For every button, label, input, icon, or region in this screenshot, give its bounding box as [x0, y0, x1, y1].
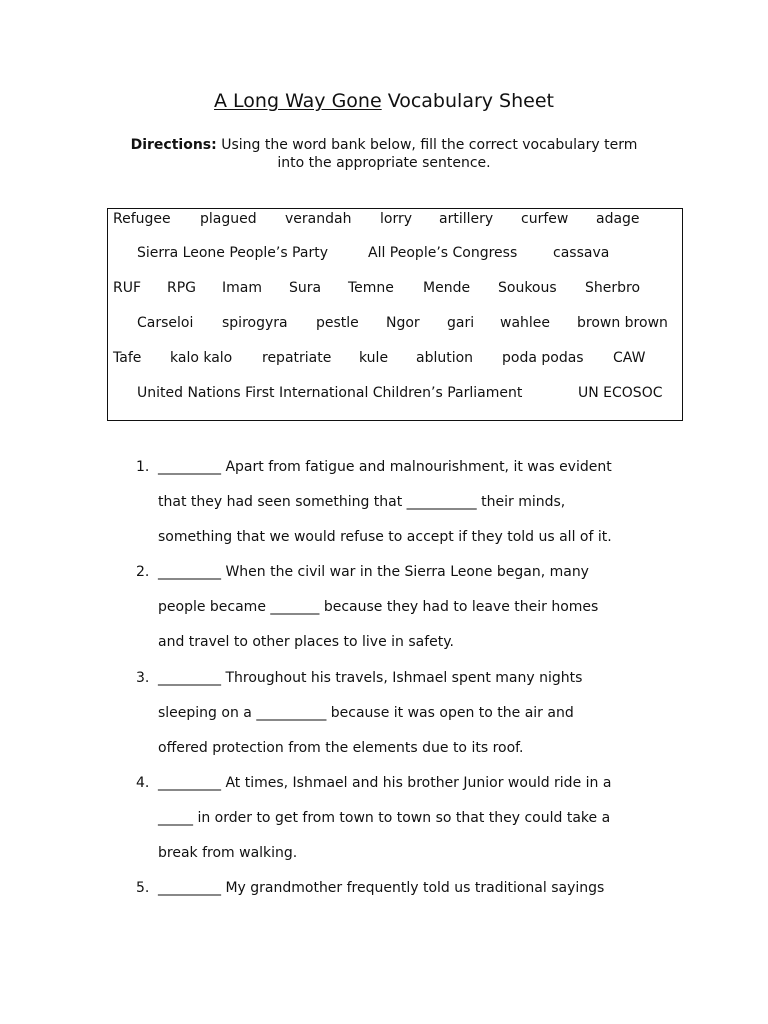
directions-label: Directions:: [130, 137, 217, 153]
word-bank-term: Tafe: [113, 350, 142, 366]
word-bank-term: kule: [359, 350, 389, 366]
word-bank-row: [108, 209, 682, 229]
word-bank-term: Ngor: [386, 315, 420, 331]
word-bank-term: CAW: [613, 350, 646, 366]
word-bank-term: adage: [596, 211, 640, 227]
question-line: _________ Throughout his travels, Ishmael spent many nights: [158, 670, 583, 686]
word-bank-row: [108, 383, 682, 403]
word-bank-term: ablution: [416, 350, 474, 366]
question-line: that they had seen something that __________ their minds,: [158, 494, 566, 510]
word-bank-term: spirogyra: [222, 315, 288, 331]
word-bank-term: gari: [447, 315, 475, 331]
word-bank-term: Carseloi: [137, 315, 194, 331]
word-bank-term: Mende: [423, 280, 471, 296]
word-bank-term: brown brown: [577, 315, 668, 331]
word-bank-term: curfew: [521, 211, 569, 227]
question-line: and travel to other places to live in safety.: [158, 634, 455, 650]
question-number: 5.: [136, 880, 150, 896]
word-bank-term: Sherbro: [585, 280, 641, 296]
question-line: sleeping on a __________ because it was open to the air and: [158, 705, 574, 721]
word-bank-term: RUF: [113, 280, 142, 296]
word-bank-term: verandah: [285, 211, 352, 227]
word-bank-term: Sierra Leone People’s Party: [137, 245, 328, 261]
question-line: people became _______ because they had to leave their homes: [158, 599, 599, 615]
page-title: [0, 88, 768, 114]
directions: [118, 136, 650, 172]
question-line: _____ in order to get from town to town so that they could take a: [158, 810, 611, 826]
word-bank-term: Temne: [348, 280, 394, 296]
question-line: _________ My grandmother frequently told us traditional sayings: [158, 880, 605, 896]
word-bank-term: poda podas: [502, 350, 584, 366]
question-line: break from walking.: [158, 845, 298, 861]
book-title: A Long Way Gone: [214, 90, 382, 112]
question-line: _________ When the civil war in the Sierra Leone began, many: [158, 564, 589, 580]
word-bank-term: lorry: [380, 211, 413, 227]
word-bank-term: UN ECOSOC: [578, 385, 663, 401]
word-bank-term: pestle: [316, 315, 359, 331]
word-bank-row: [108, 278, 682, 298]
word-bank-term: cassava: [553, 245, 610, 261]
word-bank-term: Soukous: [498, 280, 557, 296]
question-number: 1.: [136, 459, 150, 475]
word-bank: [107, 208, 683, 421]
question-line: _________ At times, Ishmael and his brother Junior would ride in a: [158, 775, 612, 791]
word-bank-row: [108, 348, 682, 368]
word-bank-term: Imam: [222, 280, 262, 296]
word-bank-term: United Nations First International Children’s Parliament: [137, 385, 523, 401]
word-bank-term: wahlee: [500, 315, 551, 331]
word-bank-row: [108, 243, 682, 263]
question-line: something that we would refuse to accept if they told us all of it.: [158, 529, 612, 545]
question-line: offered protection from the elements due to its roof.: [158, 740, 524, 756]
word-bank-term: RPG: [167, 280, 197, 296]
question-line: _________ Apart from fatigue and malnourishment, it was evident: [158, 459, 612, 475]
word-bank-term: Sura: [289, 280, 322, 296]
word-bank-term: plagued: [200, 211, 257, 227]
question-number: 3.: [136, 670, 150, 686]
word-bank-term: repatriate: [262, 350, 332, 366]
word-bank-term: All People’s Congress: [368, 245, 518, 261]
question-number: 4.: [136, 775, 150, 791]
word-bank-term: artillery: [439, 211, 494, 227]
word-bank-row: [108, 313, 682, 333]
word-bank-term: kalo kalo: [170, 350, 233, 366]
word-bank-term: Refugee: [113, 211, 171, 227]
question-number: 2.: [136, 564, 150, 580]
directions-text: Using the word bank below, fill the correct vocabulary term into the appropriate sentence.: [216, 137, 638, 171]
title-suffix: Vocabulary Sheet: [381, 90, 554, 112]
